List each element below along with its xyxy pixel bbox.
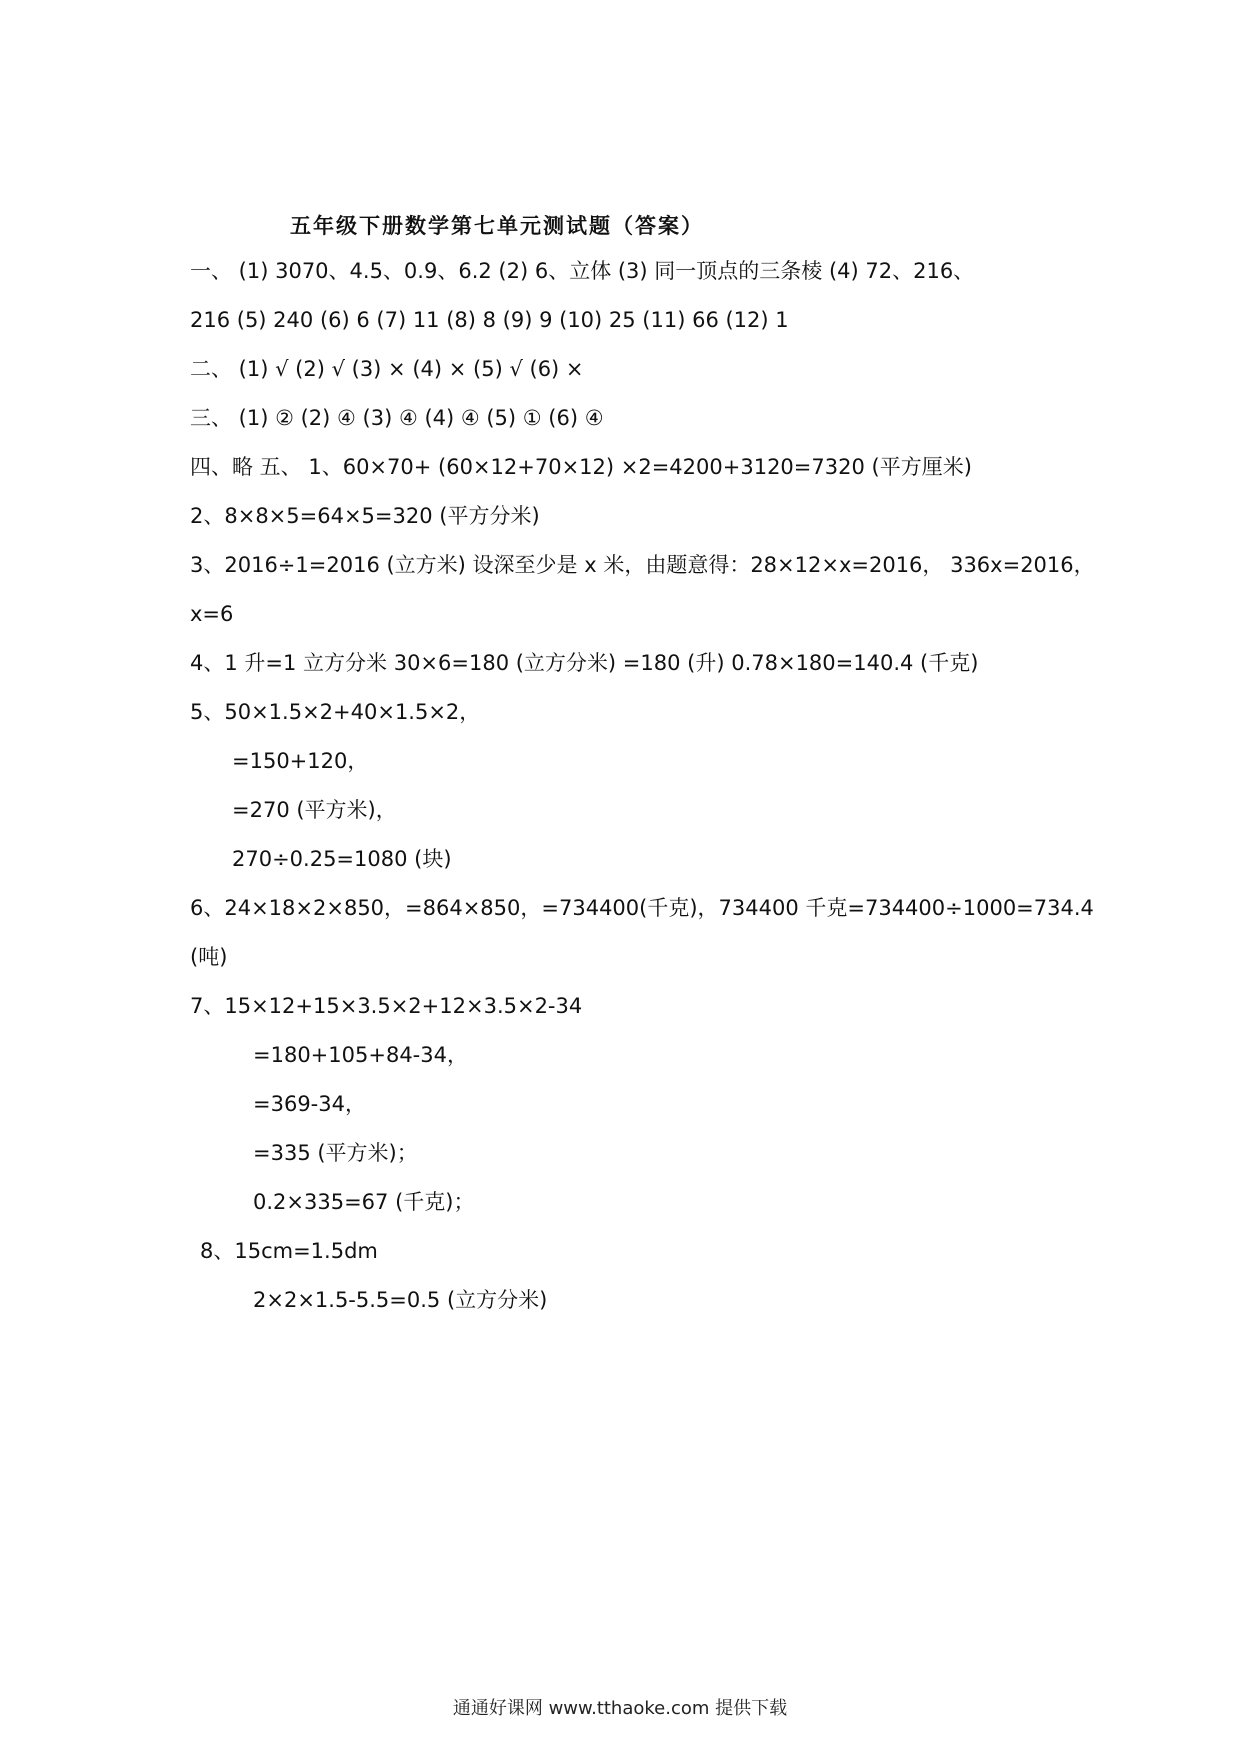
answer-line-16: 7、15×12+15×3.5×2+12×3.5×2-34: [190, 994, 583, 1018]
answer-line-12: =270 (平方米)，: [232, 798, 397, 822]
answer-line-14: 6、24×18×2×850，=864×850，=734400(千克)，734400 千克=734400÷1000=734.4: [190, 896, 1094, 920]
answer-line-19: =335 (平方米)；: [253, 1141, 418, 1165]
answer-line-6: 2、8×8×5=64×5=320 (平方分米): [190, 504, 540, 528]
answer-line-1: 一、 (1) 3070、4.5、0.9、6.2 (2) 6、立体 (3) 同一顶点的三条棱 (4) 72、216、: [190, 259, 975, 283]
answer-line-18: =369-34，: [253, 1092, 366, 1116]
page-footer: 通通好课网 www.tthaoke.com 提供下载: [452, 1698, 788, 1719]
answer-line-10: 5、50×1.5×2+40×1.5×2，: [190, 700, 481, 724]
answer-line-8: x=6: [190, 602, 234, 626]
answer-line-20: 0.2×335=67 (千克)；: [253, 1190, 475, 1214]
answer-line-9: 4、1 升=1 立方分米 30×6=180 (立方分米) =180 (升) 0.78×180=140.4 (千克): [190, 651, 979, 675]
answer-line-22: 2×2×1.5-5.5=0.5 (立方分米): [253, 1288, 548, 1312]
answer-line-15: (吨): [190, 945, 228, 969]
answer-line-3: 二、 (1) √ (2) √ (3) × (4) × (5) √ (6) ×: [190, 357, 584, 381]
answer-line-17: =180+105+84-34，: [253, 1043, 468, 1067]
answer-line-11: =150+120，: [232, 749, 369, 773]
answer-line-2: 216 (5) 240 (6) 6 (7) 11 (8) 8 (9) 9 (10) 25 (11) 66 (12) 1: [190, 308, 789, 332]
answer-line-13: 270÷0.25=1080 (块): [232, 847, 452, 871]
answer-line-4: 三、 (1) ② (2) ④ (3) ④ (4) ④ (5) ① (6) ④: [190, 406, 604, 430]
answer-line-5: 四、略 五、 1、60×70+ (60×12+70×12) ×2=4200+3120=7320 (平方厘米): [190, 455, 972, 479]
answer-line-7: 3、2016÷1=2016 (立方米) 设深至少是 x 米，由题意得：28×12×x=2016， 336x=2016，: [190, 553, 1095, 577]
answer-line-21: 8、15cm=1.5dm: [200, 1239, 378, 1263]
page-title: 五年级下册数学第七单元测试题（答案）: [290, 214, 704, 238]
